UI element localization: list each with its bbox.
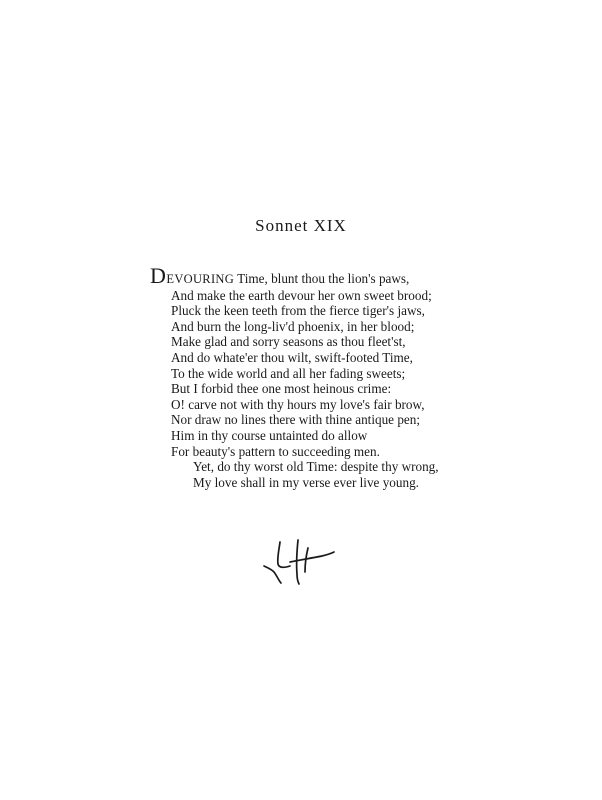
poem-line: Pluck the keen teeth from the fierce tiger's jaws, xyxy=(171,303,425,319)
poem-title: Sonnet XIX xyxy=(255,216,347,235)
signature-mark-icon xyxy=(262,538,336,586)
poem-line: And do whate'er thou wilt, swift-footed Time, xyxy=(171,349,413,365)
poem-body xyxy=(150,263,580,490)
poem-line: Him in thy course untainted do allow xyxy=(171,427,368,443)
couplet-line: My love shall in my verse ever live young. xyxy=(193,474,419,490)
opening-small-caps: EVOURING xyxy=(166,272,235,286)
poem-line: O! carve not with thy hours my love's fair brow, xyxy=(171,396,425,412)
poem-line: Make glad and sorry seasons as thou fleet'st, xyxy=(171,334,406,350)
poem-line: To the wide world and all her fading sweets; xyxy=(171,365,406,381)
poem-line: For beauty's pattern to succeeding men. xyxy=(171,443,380,459)
opening-rest: Time, blunt thou the lion's paws, xyxy=(234,271,410,286)
drop-cap: D xyxy=(150,263,167,288)
poem-line: Nor draw no lines there with thine antique pen; xyxy=(171,412,421,428)
poem-line-1 xyxy=(150,263,580,288)
poem-line: But I forbid thee one most heinous crime: xyxy=(171,381,392,397)
poem-line: And burn the long-liv'd phoenix, in her blood; xyxy=(171,318,415,334)
couplet-line: Yet, do thy worst old Time: despite thy wrong, xyxy=(193,459,439,475)
poem-line: And make the earth devour her own sweet brood; xyxy=(171,287,432,303)
